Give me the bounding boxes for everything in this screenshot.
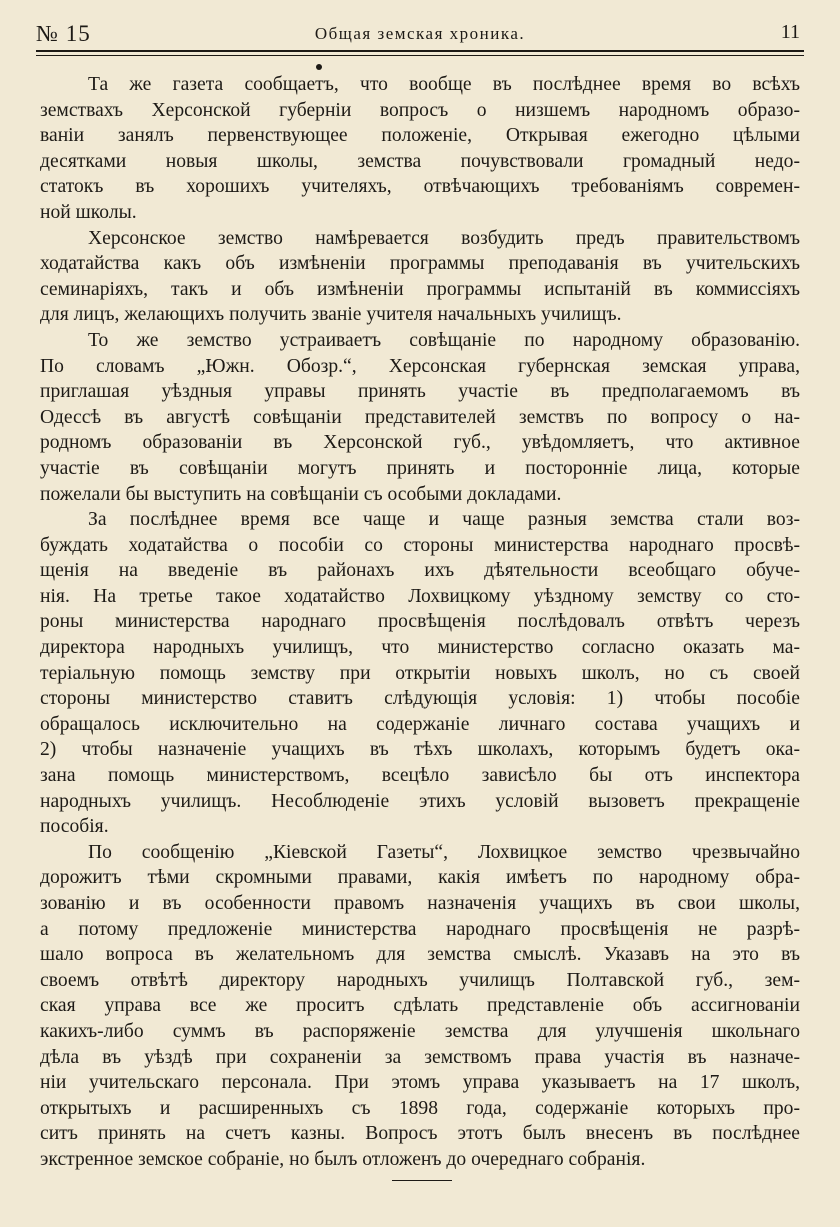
end-rule xyxy=(392,1180,452,1181)
text-line: ваніи занялъ первенствующее положеніе, Открывая ежегодно цѣлыми xyxy=(40,125,800,147)
paragraph xyxy=(40,507,800,840)
text-line: для лицъ, желающихъ получить званіе учителя начальныхъ училищъ. xyxy=(40,304,622,326)
paragraph xyxy=(40,72,800,226)
text-line: Та же газета сообщаетъ, что вообще въ послѣднее время во всѣхъ xyxy=(88,74,800,95)
text-line: дорожитъ тѣми скромными правами, какія имѣетъ по народному обра- xyxy=(40,867,800,889)
text-line: пожелали бы выступить на совѣщаніи съ особыми докладами. xyxy=(40,483,562,505)
header-rule-thin xyxy=(36,55,804,56)
text-line: шало вопроса въ желательномъ для земства смыслѣ. Указавъ на это въ xyxy=(40,944,800,966)
paragraph xyxy=(40,328,800,507)
text-line: зованію и въ особенности правомъ назначенія учащихъ въ свои школы, xyxy=(40,893,800,914)
text-line: открытыхъ и расширенныхъ съ 1898 года, содержаніе которыхъ про- xyxy=(40,1097,800,1119)
ink-dot xyxy=(316,64,322,70)
paragraph xyxy=(40,226,800,328)
text-line: зана помощь министерствомъ, всецѣло зависѣло бы отъ инспектора xyxy=(40,765,800,787)
text-line: народныхъ училищъ. Несоблюденіе этихъ условій вызоветъ прекращеніе xyxy=(40,790,800,812)
text-line: ходатайства какъ объ измѣненіи программы преподаванія въ учительскихъ xyxy=(40,253,800,275)
text-line: родномъ образованіи въ Херсонской губ., увѣдомляетъ, что активное xyxy=(40,432,800,454)
text-line: семинаріяхъ, такъ и объ измѣненіи программы испытаній въ коммиссіяхъ xyxy=(40,278,800,300)
text-line: ская управа все же проситъ сдѣлать представленіе объ ассигнованіи xyxy=(40,995,800,1017)
article-body xyxy=(40,72,800,1173)
text-line: 2) чтобы назначеніе учащихъ въ тѣхъ школахъ, которымъ будетъ ока- xyxy=(40,739,800,761)
text-line: экстренное земское собраніе, но былъ отложенъ до очереднаго собранія. xyxy=(40,1148,646,1170)
paragraph xyxy=(40,840,800,1173)
text-line: земствахъ Херсонской губерніи вопросъ о низшемъ народномъ образо- xyxy=(40,99,800,121)
text-line: теріальную помощь земству при открытіи новыхъ школъ, но съ своей xyxy=(40,662,800,684)
text-line: десятками новыя школы, земства почувствовали громадный недо- xyxy=(40,150,800,172)
text-line: буждать ходатайства о пособіи со стороны министерства народнаго просвѣ- xyxy=(40,534,800,556)
text-line: а потому предложеніе министерства народнаго просвѣщенія не разрѣ- xyxy=(40,918,800,940)
text-line: Херсонское земство намѣревается возбудить предъ правительствомъ xyxy=(88,227,800,249)
text-line: По сообщенію „Кіевской Газеты“, Лохвицкое земство чрезвычайно xyxy=(88,841,800,863)
running-header xyxy=(36,18,804,48)
text-line: стороны министерство ставитъ слѣдующія условія: 1) чтобы пособіе xyxy=(40,688,800,710)
page-number: 11 xyxy=(780,21,800,43)
text-line: обращалось исключительно на содержаніе личнаго состава учащихъ и xyxy=(40,713,800,735)
text-line: участіе въ совѣщаніи могутъ принять и посторонніе лица, которые xyxy=(40,457,800,479)
text-line: своемъ отвѣтѣ директору народныхъ училищъ Полтавской губ., зем- xyxy=(40,969,800,991)
text-line: ной школы. xyxy=(40,201,137,223)
text-line: Одессѣ въ августѣ совѣщаніи представителей земствъ по вопросу о на- xyxy=(40,406,800,428)
text-line: ситъ принять на счетъ казны. Вопросъ этотъ былъ внесенъ въ послѣднее xyxy=(40,1123,800,1145)
text-line: То же земство устраиваетъ совѣщаніе по народному образованію. xyxy=(88,329,800,351)
text-line: роны министерства народнаго просвѣщенія послѣдовалъ отвѣтъ черезъ xyxy=(40,611,800,633)
section-title: Общая земская хроника. xyxy=(314,24,526,43)
issue-number: № 15 xyxy=(36,21,91,46)
text-line: По словамъ „Южн. Обозр.“, Херсонская губернская земская управа, xyxy=(40,355,800,377)
text-line: директора народныхъ училищъ, что министерство согласно оказать ма- xyxy=(40,637,800,659)
text-line: какихъ-либо суммъ въ распоряженіе земства для улучшенія школьнаго xyxy=(40,1020,800,1042)
text-line: щенія на введеніе въ районахъ ихъ дѣятельности всеобщаго обуче- xyxy=(40,560,800,582)
text-line: нія. На третье такое ходатайство Лохвицкому уѣздному земству со сто- xyxy=(40,585,800,607)
header-rule-thick xyxy=(36,50,804,52)
text-line: дѣла въ уѣздѣ при сохраненіи за земствомъ права участія въ назначе- xyxy=(40,1046,800,1068)
text-line: приглашая уѣздныя управы принять участіе въ предполагаемомъ въ xyxy=(40,381,800,403)
text-line: статокъ въ хорошихъ учителяхъ, отвѣчающихъ требованіямъ современ- xyxy=(40,176,800,198)
text-line: ніи учительскаго персонала. При этомъ управа указываетъ на 17 школъ, xyxy=(40,1072,800,1094)
text-line: пособія. xyxy=(40,816,109,838)
text-line: За послѣднее время все чаще и чаще разныя земства стали воз- xyxy=(88,509,800,531)
